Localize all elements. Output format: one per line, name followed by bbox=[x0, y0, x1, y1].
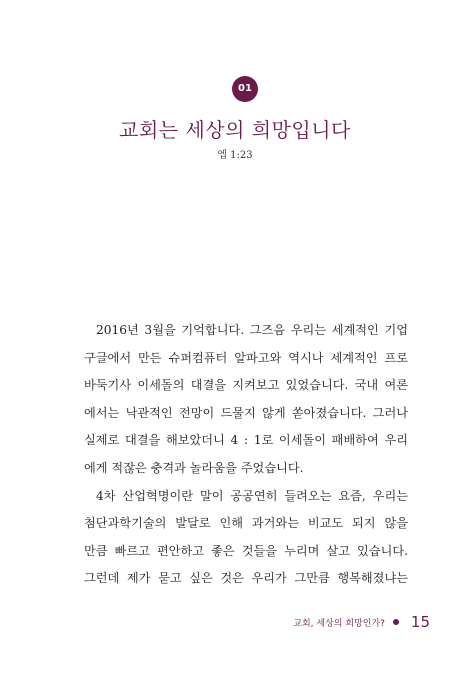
chapter-number-badge: 01 bbox=[232, 76, 258, 102]
paragraph-line: 바둑기사 이세돌의 대결을 지켜보고 있었습니다. 국내 여론 bbox=[84, 378, 408, 393]
paragraph-line: 에게 적잖은 충격과 놀라움을 주었습니다. bbox=[84, 460, 304, 475]
paragraph-line: 4차 산업혁명이란 말이 공공연히 들려오는 요즘, 우리는 bbox=[96, 488, 408, 503]
paragraph-line: 그런데 제가 묻고 싶은 것은 우리가 그만큼 행복해졌냐는 bbox=[84, 571, 408, 586]
chapter-title: 교회는 세상의 희망입니다 bbox=[119, 118, 351, 142]
running-head: 교회, 세상의 희망인가? bbox=[293, 618, 385, 629]
scripture-reference: 엡 1:23 bbox=[217, 150, 253, 161]
body-text bbox=[84, 317, 408, 593]
paragraph-line: 구글에서 만든 슈퍼컴퓨터 알파고와 역시나 세계적인 프로 bbox=[84, 350, 408, 365]
paragraph-line: 첨단과학기술의 발달로 인해 과거와는 비교도 되지 않을 bbox=[84, 516, 408, 531]
page-number: 15 bbox=[410, 613, 430, 631]
paragraph-line: 에서는 낙관적인 전망이 드물지 않게 쏟아졌습니다. 그러나 bbox=[84, 405, 408, 420]
paragraph-line: 2016년 3월을 기억합니다. 그즈음 우리는 세계적인 기업 bbox=[96, 323, 408, 337]
page-footer bbox=[293, 612, 430, 632]
paragraph-line: 실제로 대결을 해보았더니 4 : 1로 이세돌이 패배하여 우리 bbox=[84, 433, 408, 448]
bullet-icon bbox=[393, 619, 399, 625]
paragraph-line: 만큼 빠르고 편안하고 좋은 것들을 누리며 살고 있습니다. bbox=[84, 543, 408, 558]
